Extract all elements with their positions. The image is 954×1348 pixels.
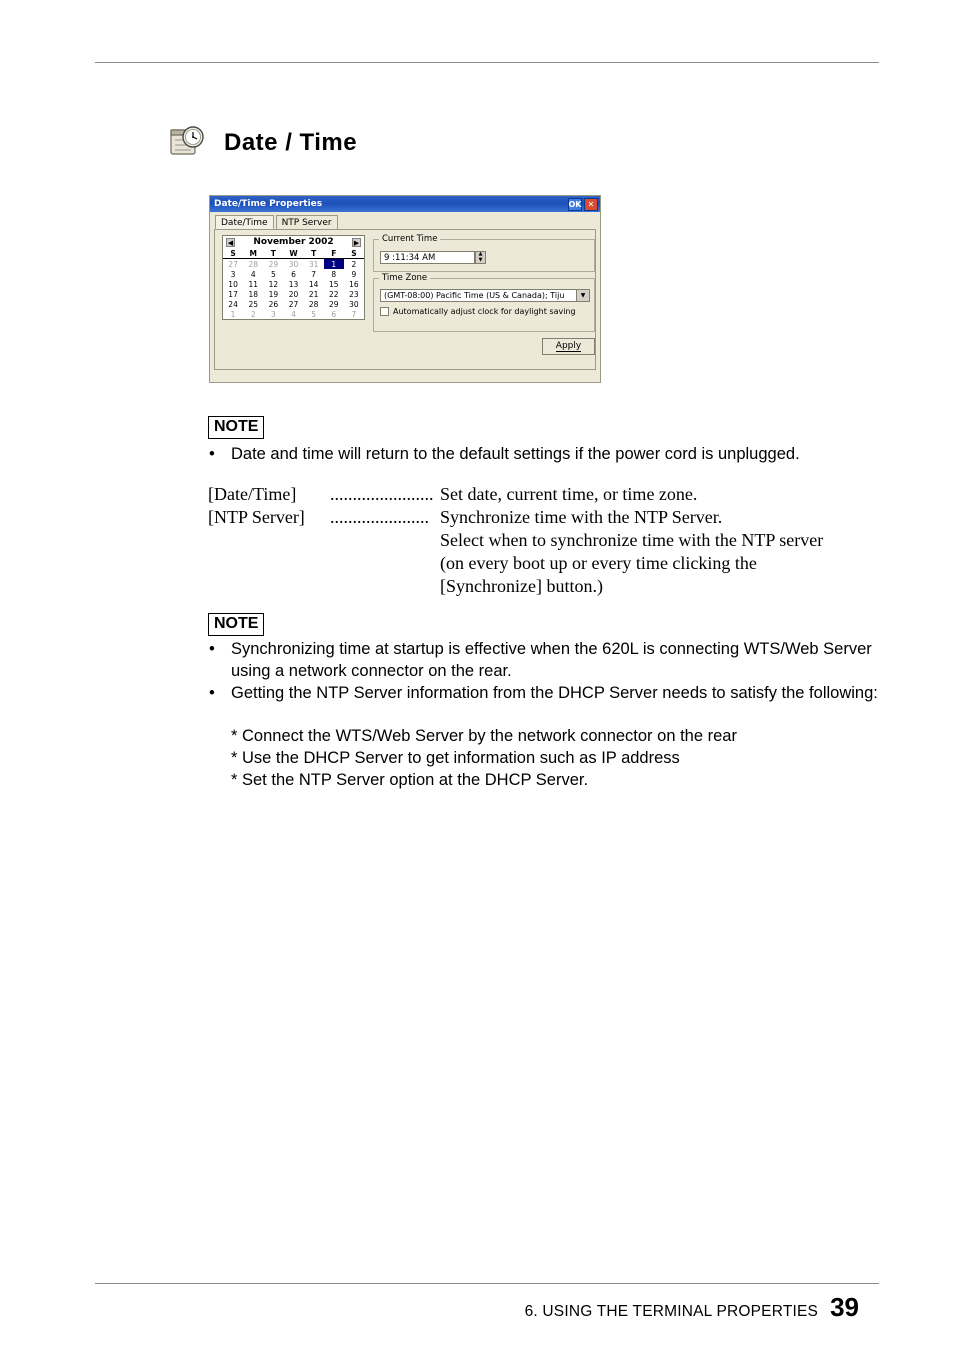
calendar-day[interactable]: 7 (311, 269, 317, 279)
definition-key: [Date/Time] (208, 484, 297, 504)
calendar-weekday-row (223, 248, 364, 259)
weekday-label: T (263, 248, 283, 259)
prev-month-icon[interactable]: ◀ (227, 238, 234, 247)
clock-calendar-icon (168, 124, 206, 162)
tab-date-time[interactable]: Date/Time (215, 215, 274, 229)
current-time-input[interactable]: 9 :11:34 AM (380, 251, 475, 264)
weekday-label: S (223, 248, 243, 259)
calendar-month-label: November 2002 (253, 237, 334, 247)
definition-value: Synchronize time with the NTP Server. (440, 507, 723, 527)
ok-button[interactable]: OK (568, 199, 582, 209)
current-time-legend: Current Time (379, 234, 440, 244)
bullet-glyph: • (209, 684, 215, 702)
calendar-day[interactable]: 8 (331, 269, 337, 279)
calendar-day[interactable]: 20 (288, 289, 299, 299)
note2-subline: * Set the NTP Server option at the DHCP Server. (231, 771, 589, 789)
calendar-grid (223, 248, 364, 319)
calendar-week-row (223, 289, 364, 299)
daylight-saving-checkbox-row[interactable] (380, 307, 576, 316)
note2-subline: * Connect the WTS/Web Server by the network connector on the rear (231, 727, 737, 745)
section-heading (168, 124, 357, 162)
calendar-day[interactable]: 7 (351, 309, 357, 319)
calendar-control[interactable] (222, 235, 365, 320)
definition-dots: ...................... (330, 507, 429, 527)
calendar-day[interactable]: 1 (230, 309, 236, 319)
calendar-day[interactable]: 18 (248, 289, 258, 299)
definition-continued-line: (on every boot up or every time clicking the (440, 553, 757, 573)
note2-bullet-2-text: Getting the NTP Server information from the DHCP Server needs to satisfy the following: (231, 684, 878, 702)
calendar-day[interactable]: 30 (349, 299, 359, 309)
calendar-day[interactable]: 10 (228, 279, 238, 289)
calendar-day[interactable]: 31 (308, 259, 319, 269)
calendar-week-row (223, 279, 364, 289)
footer-chapter: 6. USING THE TERMINAL PROPERTIES (524, 1303, 819, 1320)
note1-bullet-1 (209, 443, 879, 465)
time-zone-legend: Time Zone (379, 273, 430, 283)
calendar-day[interactable]: 29 (268, 259, 279, 269)
footer-page-number: 39 (830, 1292, 859, 1322)
daylight-saving-checkbox[interactable] (380, 307, 389, 316)
calendar-day[interactable]: 3 (230, 269, 236, 279)
calendar-day[interactable]: 2 (351, 259, 357, 269)
calendar-day[interactable]: 15 (329, 279, 339, 289)
note2-bullet-2 (209, 682, 899, 704)
next-month-icon[interactable]: ▶ (353, 238, 360, 247)
page-footer (525, 1292, 859, 1323)
calendar-header (223, 236, 364, 248)
bullet-glyph: • (209, 640, 215, 658)
calendar-day[interactable]: 27 (288, 299, 299, 309)
calendar-day[interactable]: 16 (349, 279, 359, 289)
apply-button[interactable] (542, 338, 595, 355)
definition-continued-line: Select when to synchronize time with the NTP server (440, 530, 824, 550)
time-spinner[interactable] (475, 251, 486, 264)
calendar-day[interactable]: 28 (308, 299, 319, 309)
calendar-day[interactable]: 23 (349, 289, 359, 299)
calendar-day[interactable]: 28 (248, 259, 258, 269)
calendar-day[interactable]: 4 (250, 269, 256, 279)
weekday-label: T (304, 248, 324, 259)
calendar-day[interactable]: 12 (268, 279, 279, 289)
definition-continued-line: [Synchronize] button.) (440, 576, 603, 596)
calendar-week-row (223, 269, 364, 279)
dialog-titlebar (210, 196, 600, 212)
date-time-properties-dialog (209, 195, 601, 383)
definition-dots: ....................... (330, 484, 434, 504)
dialog-body (214, 229, 596, 370)
calendar-day[interactable]: 5 (311, 309, 317, 319)
calendar-day[interactable]: 27 (228, 259, 238, 269)
dialog-title: Date/Time Properties (214, 199, 323, 209)
calendar-day[interactable]: 2 (250, 309, 256, 319)
calendar-day[interactable]: 13 (288, 279, 299, 289)
calendar-day[interactable]: 11 (248, 279, 258, 289)
calendar-week-row (223, 259, 364, 270)
definition-row (208, 506, 823, 529)
page-title: Date / Time (224, 129, 358, 156)
apply-button-label: Apply (555, 341, 582, 351)
spinner-down-icon[interactable]: ▼ (478, 256, 483, 263)
calendar-day[interactable]: 6 (291, 269, 296, 279)
note-label-2: NOTE (208, 613, 264, 636)
weekday-label: M (243, 248, 263, 259)
weekday-label: F (324, 248, 344, 259)
calendar-day[interactable]: 9 (351, 269, 357, 279)
header-rule (95, 62, 879, 63)
chevron-down-icon[interactable]: ▼ (576, 290, 589, 301)
calendar-day[interactable]: 21 (308, 289, 319, 299)
close-icon[interactable]: ✕ (584, 198, 598, 211)
calendar-day[interactable]: 14 (308, 279, 319, 289)
dialog-tabstrip (210, 212, 600, 229)
calendar-day[interactable]: 24 (228, 299, 238, 309)
definition-value: Set date, current time, or time zone. (440, 484, 698, 504)
time-zone-select[interactable] (380, 289, 590, 302)
calendar-day[interactable]: 22 (329, 289, 339, 299)
time-zone-group (373, 273, 595, 332)
definition-row (208, 483, 823, 506)
tab-ntp-server[interactable]: NTP Server (276, 215, 338, 229)
time-zone-value: (GMT-08:00) Pacific Time (US & Canada); Tiju (384, 291, 565, 300)
spinner-up-icon[interactable]: ▲ (478, 251, 483, 257)
calendar-day[interactable]: 17 (228, 289, 238, 299)
calendar-day[interactable]: 4 (291, 309, 296, 319)
definition-key: [NTP Server] (208, 507, 305, 527)
calendar-day[interactable]: 25 (248, 299, 258, 309)
calendar-day[interactable]: 30 (288, 259, 299, 269)
weekday-label: W (283, 248, 303, 259)
calendar-day[interactable]: 29 (329, 299, 339, 309)
calendar-day[interactable]: 19 (268, 289, 279, 299)
daylight-saving-label: Automatically adjust clock for daylight saving (393, 307, 576, 316)
note1-bullet-1-text: Date and time will return to the default settings if the power cord is unplugged. (231, 445, 800, 463)
note2-bullet-1-text: Synchronizing time at startup is effective when the 620L is connecting WTS/Web Server using a network connector on the rear. (231, 640, 872, 680)
calendar-week-row (223, 299, 364, 309)
note-label-1: NOTE (208, 416, 264, 439)
calendar-week-row (223, 309, 364, 319)
weekday-label: S (344, 248, 364, 259)
definition-list (208, 483, 823, 598)
calendar-day[interactable]: 3 (270, 309, 276, 319)
bullet-glyph: • (209, 445, 215, 463)
calendar-day[interactable]: 6 (331, 309, 337, 319)
calendar-day-selected[interactable]: 1 (324, 259, 344, 270)
calendar-day[interactable]: 26 (268, 299, 279, 309)
note2-sublines (231, 725, 737, 791)
footer-rule (95, 1283, 879, 1284)
note2-subline: * Use the DHCP Server to get information such as IP address (231, 749, 680, 767)
current-time-group (373, 234, 595, 272)
calendar-day[interactable]: 5 (270, 269, 276, 279)
note2-bullet-1 (209, 638, 889, 682)
